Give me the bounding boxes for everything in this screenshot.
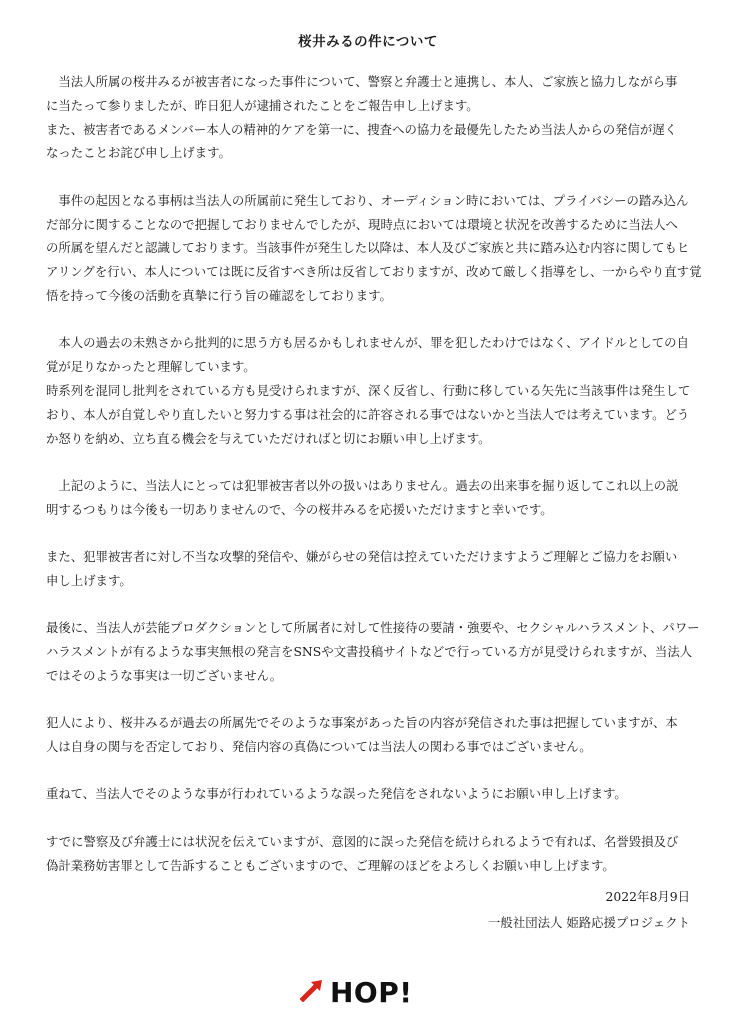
document-date: 2022年8月9日 — [605, 889, 690, 904]
paragraph-line: また、被害者であるメンバー本人の精神的ケアを第一に、捜査への協力を最優先したため当法人からの発信が遅く — [46, 121, 678, 137]
document-title: 桜井みるの件について — [298, 34, 438, 50]
paragraph-line: 明するつもりは今後も一切ありませんので、今の桜井みるを応援いただけますと幸いです。 — [46, 501, 553, 517]
paragraph-line: 本人の過去の未熟さから批判的に思う方も居るかもしれませんが、罪を犯したわけではなく、アイドルとしての自 — [58, 335, 689, 351]
paragraph-line: 覚が足りなかったと理解しています。 — [46, 359, 256, 375]
paragraph — [46, 545, 694, 593]
paragraph — [46, 474, 694, 522]
paragraph — [46, 616, 700, 687]
paragraph — [46, 189, 702, 308]
logo-text: HOP! — [330, 975, 413, 1009]
paragraph-line: 重ねて、当法人でそのような事が行われているような誤った発信をされないようにお願い申し上げます。 — [46, 786, 627, 802]
paragraph — [46, 331, 694, 450]
paragraph-line: ではそのような事実は一切ございません。 — [46, 667, 283, 683]
paragraph-line: 悟を持って今後の活動を真摯に行う旨の確認をしております。 — [46, 287, 392, 303]
paragraph-line: か怒りを納め、立ち直る機会を与えていただければと切にお願い申し上げます。 — [46, 430, 491, 446]
paragraph-line: おり、本人が自覚しやり直したいと努力する事は社会的に許容される事ではないかと当法人では考えています。どう — [46, 406, 690, 422]
paragraph-line: 犯人により、桜井みるが過去の所属先でそのような事案があった旨の内容が発信された事は把握していますが、本 — [46, 715, 678, 731]
paragraph-line: 偽計業務妨害罪として告訴することもございますので、ご理解のほどをよろしくお願い申し上げます。 — [46, 857, 615, 873]
paragraph-line: アリングを行い、本人については既に反省すべき所は反省しておりますが、改めて厳しく指導をし、一からやり直す覚 — [46, 264, 702, 280]
hop-logo — [300, 972, 413, 1012]
paragraph-line: 事件の起因となる事柄は当法人の所属前に発生しており、オーディション時においては、プライバシーの踏み込ん — [58, 192, 689, 208]
paragraph-line: 上記のように、当法人にとっては犯罪被害者以外の扱いはありません。過去の出来事を掘り返してこれ以上の説 — [58, 477, 679, 493]
paragraph-line: 最後に、当法人が芸能プロダクションとして所属者に対して性接待の要請・強要や、セクシャルハラスメント、パワー — [46, 620, 700, 636]
paragraph-line: 申し上げます。 — [46, 572, 132, 588]
document-body — [46, 70, 702, 901]
organization-name: 一般社団法人 姫路応援プロジェクト — [488, 915, 690, 930]
paragraph-line: 人は自身の関与を否定しており、発信内容の真偽については当法人の関わる事ではございません。 — [46, 739, 592, 755]
paragraph-line: また、犯罪被害者に対し不当な攻撃的発信や、嫌がらせの発信は控えていただけますようご理解とご協力をお願い — [46, 549, 678, 565]
paragraph-line: 当法人所属の桜井みるが被害者になった事件について、警察と弁護士と連携し、本人、ご家族と協力しながら事 — [58, 74, 678, 89]
paragraph-line: なったことお詫び申し上げます。 — [46, 145, 231, 161]
arrow-up-right-icon — [300, 978, 328, 1006]
paragraph-line: 時系列を混同し批判をされている方も見受けられますが、深く反省し、行動に移している矢先に当該事件は発生して — [46, 382, 691, 398]
paragraph-line: ハラスメントが有るような事実無根の発言をSNSや文書投稿サイトなどで行っている方が見受けられますが、当法人 — [46, 644, 693, 660]
paragraph-line: の所属を望んだと認識しております。当該事件が発生した以降は、本人及びご家族と共に踏み込む内容に関してもヒ — [46, 240, 690, 256]
paragraph — [46, 830, 694, 878]
paragraph-line: すでに警察及び弁護士には状況を伝えていますが、意図的に誤った発信を続けられるようで有れば、名誉毀損及び — [46, 833, 679, 849]
paragraph — [46, 782, 694, 806]
paragraph — [46, 711, 694, 759]
paragraph-line: だ部分に関することなので把握しておりませんでしたが、現時点においては環境と状況を改善するために当法人へ — [46, 216, 678, 232]
paragraph — [46, 70, 694, 165]
paragraph-line: に当たって参りましたが、昨日犯人が逮捕されたことをご報告申し上げます。 — [46, 97, 479, 113]
